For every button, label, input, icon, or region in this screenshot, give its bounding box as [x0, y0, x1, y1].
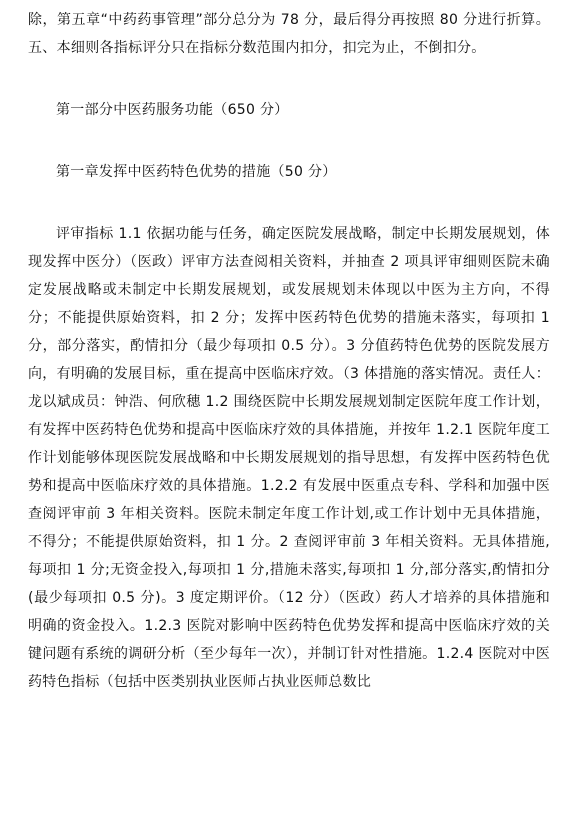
intro-paragraph: 除，第五章“中药药事管理”部分总分为 78 分，最后得分再按照 80 分进行折算。五、本细则各指标评分只在指标分数范围内扣分，扣完为止，不倒扣分。 — [28, 12, 550, 56]
body-paragraph: 评审指标 1.1 依据功能与任务，确定医院发展战略，制定中长期发展规划，体现发挥中医分）（医政）评审方法查阅相关资料，并抽查 2 项具评审细则医院未确定发展战略或未制定中长期发展规划，或发展规划未体现以中医为主方向，不得分；不能提供原始资料，扣 2 分；发挥中医药特色优势的措施未落实，每项扣 1 分，部分落实，酌情扣分（最少每项扣 0.5 分）。3 分值药特色优势的医院发展方向，有明确的发展目标，重在提高中医临床疗效。（3 体措施的落实情况。责任人：龙以斌成员：钟浩、何欣穗 1.2 围绕医院中长期发展规划制定医院年度工作计划，有发挥中医药特色优势和提高中医临床疗效的具体措施，并按年 1.2.1 医院年度工作计划能够体现医院发展战略和中长期发展规划的指导思想，有发挥中医药特色优势和提高中医临床疗效的具体措施。1.2.2 有发展中医重点专科、学科和加强中医查阅评审前 3 年相关资料。医院未制定年度工作计划,或工作计划中无具体措施，不得分；不能提供原始资料，扣 1 分。2 查阅评审前 3 年相关资料。无具体措施,每项扣 1 分;无资金投入,每项扣 1 分,措施未落实,每项扣 1 分,部分落实,酌情扣分(最少每项扣 0.5 分)。3 度定期评价。（12 分）（医政）药人才培养的具体措施和明确的资金投入。1.2.3 医院对影响中医药特色优势发挥和提高中医临床疗效的关键问题有系统的调研分析（至少每年一次），并制订针对性措施。1.2.4 医院对中医药特色指标（包括中医类别执业医师占执业医师总数比 — [28, 226, 550, 690]
chapter-heading: 第一章发挥中医药特色优势的措施（50 分） — [56, 164, 337, 180]
part-heading: 第一部分中医药服务功能（650 分） — [56, 102, 289, 118]
